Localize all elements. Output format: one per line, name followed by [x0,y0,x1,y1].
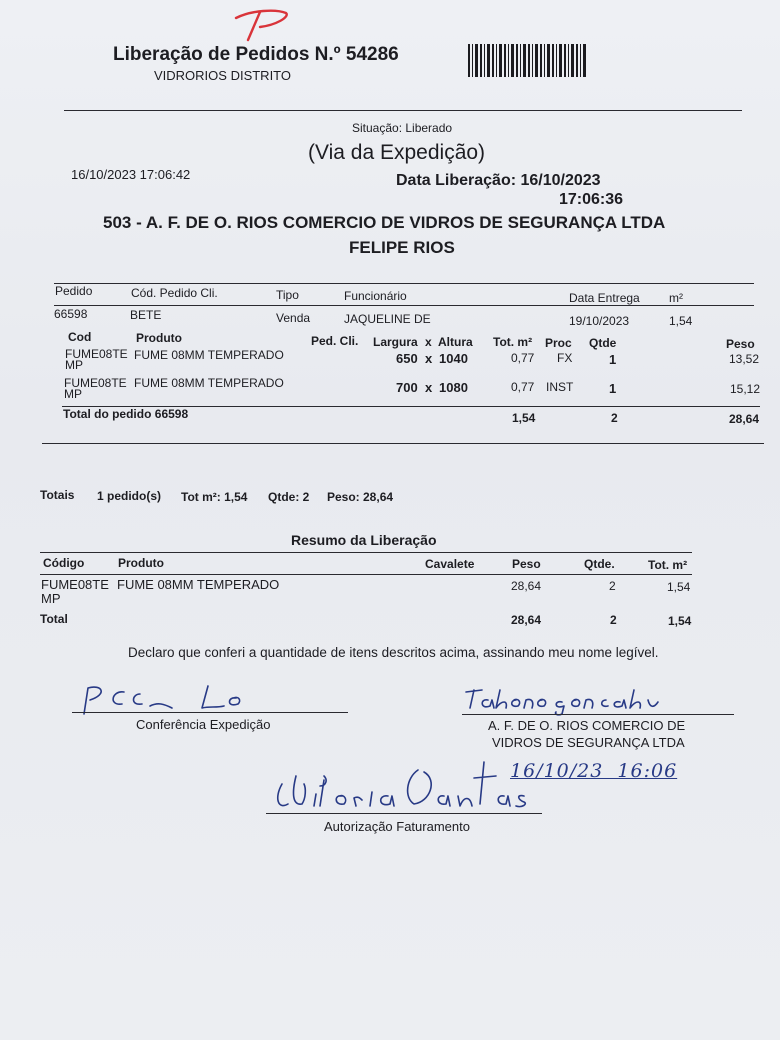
col-header-funcionario: Funcionário [344,289,407,303]
summary-header-produto: Produto [118,556,164,570]
red-stamp-mark [230,6,294,42]
order-table-top-line [54,283,754,284]
item-1-x: x [425,351,433,366]
summary-header-peso: Peso [512,557,541,571]
item-1-qtde: 1 [609,352,617,367]
col-header-pedido: Pedido [55,284,93,298]
situation-status: Situação: Liberado [352,121,453,135]
order-total-qtde: 2 [611,411,618,425]
col-header-tipo: Tipo [276,288,299,302]
release-time: 17:06:36 [559,191,624,208]
client-signature [462,686,702,716]
client-label-line1: A. F. DE O. RIOS COMERCIO DE [488,718,686,733]
order-tipo: Venda [276,311,311,325]
faturamento-label: Autorização Faturamento [324,819,470,834]
summary-header-tot-m2: Tot. m² [648,558,688,572]
summary-row-codigo-line2: MP [41,591,61,606]
summary-row-codigo-line1: FUME08TE [41,577,109,592]
item-2-cod-line2: MP [64,387,82,401]
summary-header-cavalete: Cavalete [425,557,475,571]
item-2-x: x [425,380,433,395]
summary-row-tot-m2: 1,54 [667,580,691,594]
totals-label: Totais [40,488,75,502]
order-data-entrega: 19/10/2023 [569,314,630,328]
item-2-largura: 700 [396,380,418,395]
summary-header-underline [40,574,692,575]
item-header-ped-cli: Ped. Cli. [311,334,359,348]
barcode [468,44,588,77]
col-header-cod-pedido-cli: Cód. Pedido Cli. [131,286,218,300]
item-1-altura: 1040 [439,351,468,366]
item-2-peso: 15,12 [730,382,761,396]
summary-row-peso: 28,64 [511,579,542,593]
summary-total-tot-m2: 1,54 [668,614,692,628]
document-title: Liberação de Pedidos N.º 54286 [113,44,399,65]
summary-total-label: Total [40,612,68,626]
order-total-tot-m2: 1,54 [512,411,536,425]
item-2-cod-line1: FUME08TE [64,376,127,390]
totals-qtde: Qtde: 2 [268,490,310,504]
item-1-peso: 13,52 [729,352,760,366]
item-header-produto: Produto [136,331,182,345]
handwritten-date: 16/10/23 16:06 [510,760,678,782]
summary-header-codigo: Código [43,556,85,570]
item-header-x: x [425,335,432,349]
item-header-peso: Peso [726,337,755,351]
order-header-underline [54,305,754,306]
order-total-peso: 28,64 [729,412,760,426]
order-funcionario: JAQUELINE DE [344,312,431,326]
order-table-bottom-line [42,443,764,444]
item-1-tot-m2: 0,77 [511,351,535,365]
client-name: 503 - A. F. DE O. RIOS COMERCIO DE VIDROS DE SEGURANÇA LTDA [103,213,666,232]
item-2-altura: 1080 [439,380,468,395]
item-1-produto: FUME 08MM TEMPERADO [134,348,284,362]
summary-title: Resumo da Liberação [291,532,437,548]
client-contact: FELIPE RIOS [349,238,455,257]
faturamento-signature [268,758,538,814]
summary-header-qtde: Qtde. [584,557,615,571]
item-2-proc: INST [546,380,574,394]
item-1-cod-line1: FUME08TE [65,347,128,361]
summary-row-produto: FUME 08MM TEMPERADO [117,577,280,592]
order-m2: 1,54 [669,314,693,328]
item-2-tot-m2: 0,77 [511,380,535,394]
item-2-qtde: 1 [609,381,617,396]
item-1-cod-line2: MP [65,358,83,372]
order-cod-pedido-cli: BETE [130,308,162,322]
client-signature-line [462,714,734,715]
summary-row-qtde: 2 [609,579,616,593]
faturamento-signature-line [266,813,542,814]
item-header-tot-m2: Tot. m² [493,335,533,349]
col-header-data-entrega: Data Entrega [569,291,640,305]
item-header-altura: Altura [438,335,473,349]
summary-total-peso: 28,64 [511,613,542,627]
expedicao-signature-line [72,712,348,713]
header-divider [64,110,742,111]
col-header-m2: m² [669,291,683,305]
item-header-qtde: Qtde [589,336,617,350]
company-name: VIDRORIOS DISTRITO [154,68,291,83]
order-pedido: 66598 [54,307,88,321]
item-2-produto: FUME 08MM TEMPERADO [134,376,284,390]
summary-top-line [40,552,692,553]
totals-peso: Peso: 28,64 [327,490,394,504]
totals-pedidos: 1 pedido(s) [97,489,162,503]
summary-total-qtde: 2 [610,613,617,627]
expedicao-label: Conferência Expedição [136,717,271,732]
item-header-cod: Cod [68,330,92,344]
declaration-text: Declaro que conferi a quantidade de itens descritos acima, assinando meu nome legível. [128,645,659,660]
copy-type: (Via da Expedição) [308,141,486,164]
item-1-largura: 650 [396,351,418,366]
order-total-label: Total do pedido 66598 [63,407,189,421]
item-header-largura: Largura [373,335,418,349]
totals-tot-m2: Tot m²: 1,54 [181,490,248,504]
printed-datetime: 16/10/2023 17:06:42 [71,167,191,182]
client-label-line2: VIDROS DE SEGURANÇA LTDA [492,735,685,750]
item-header-proc: Proc [545,336,572,350]
release-date: Data Liberação: 16/10/2023 [396,172,601,189]
item-1-proc: FX [557,351,573,365]
